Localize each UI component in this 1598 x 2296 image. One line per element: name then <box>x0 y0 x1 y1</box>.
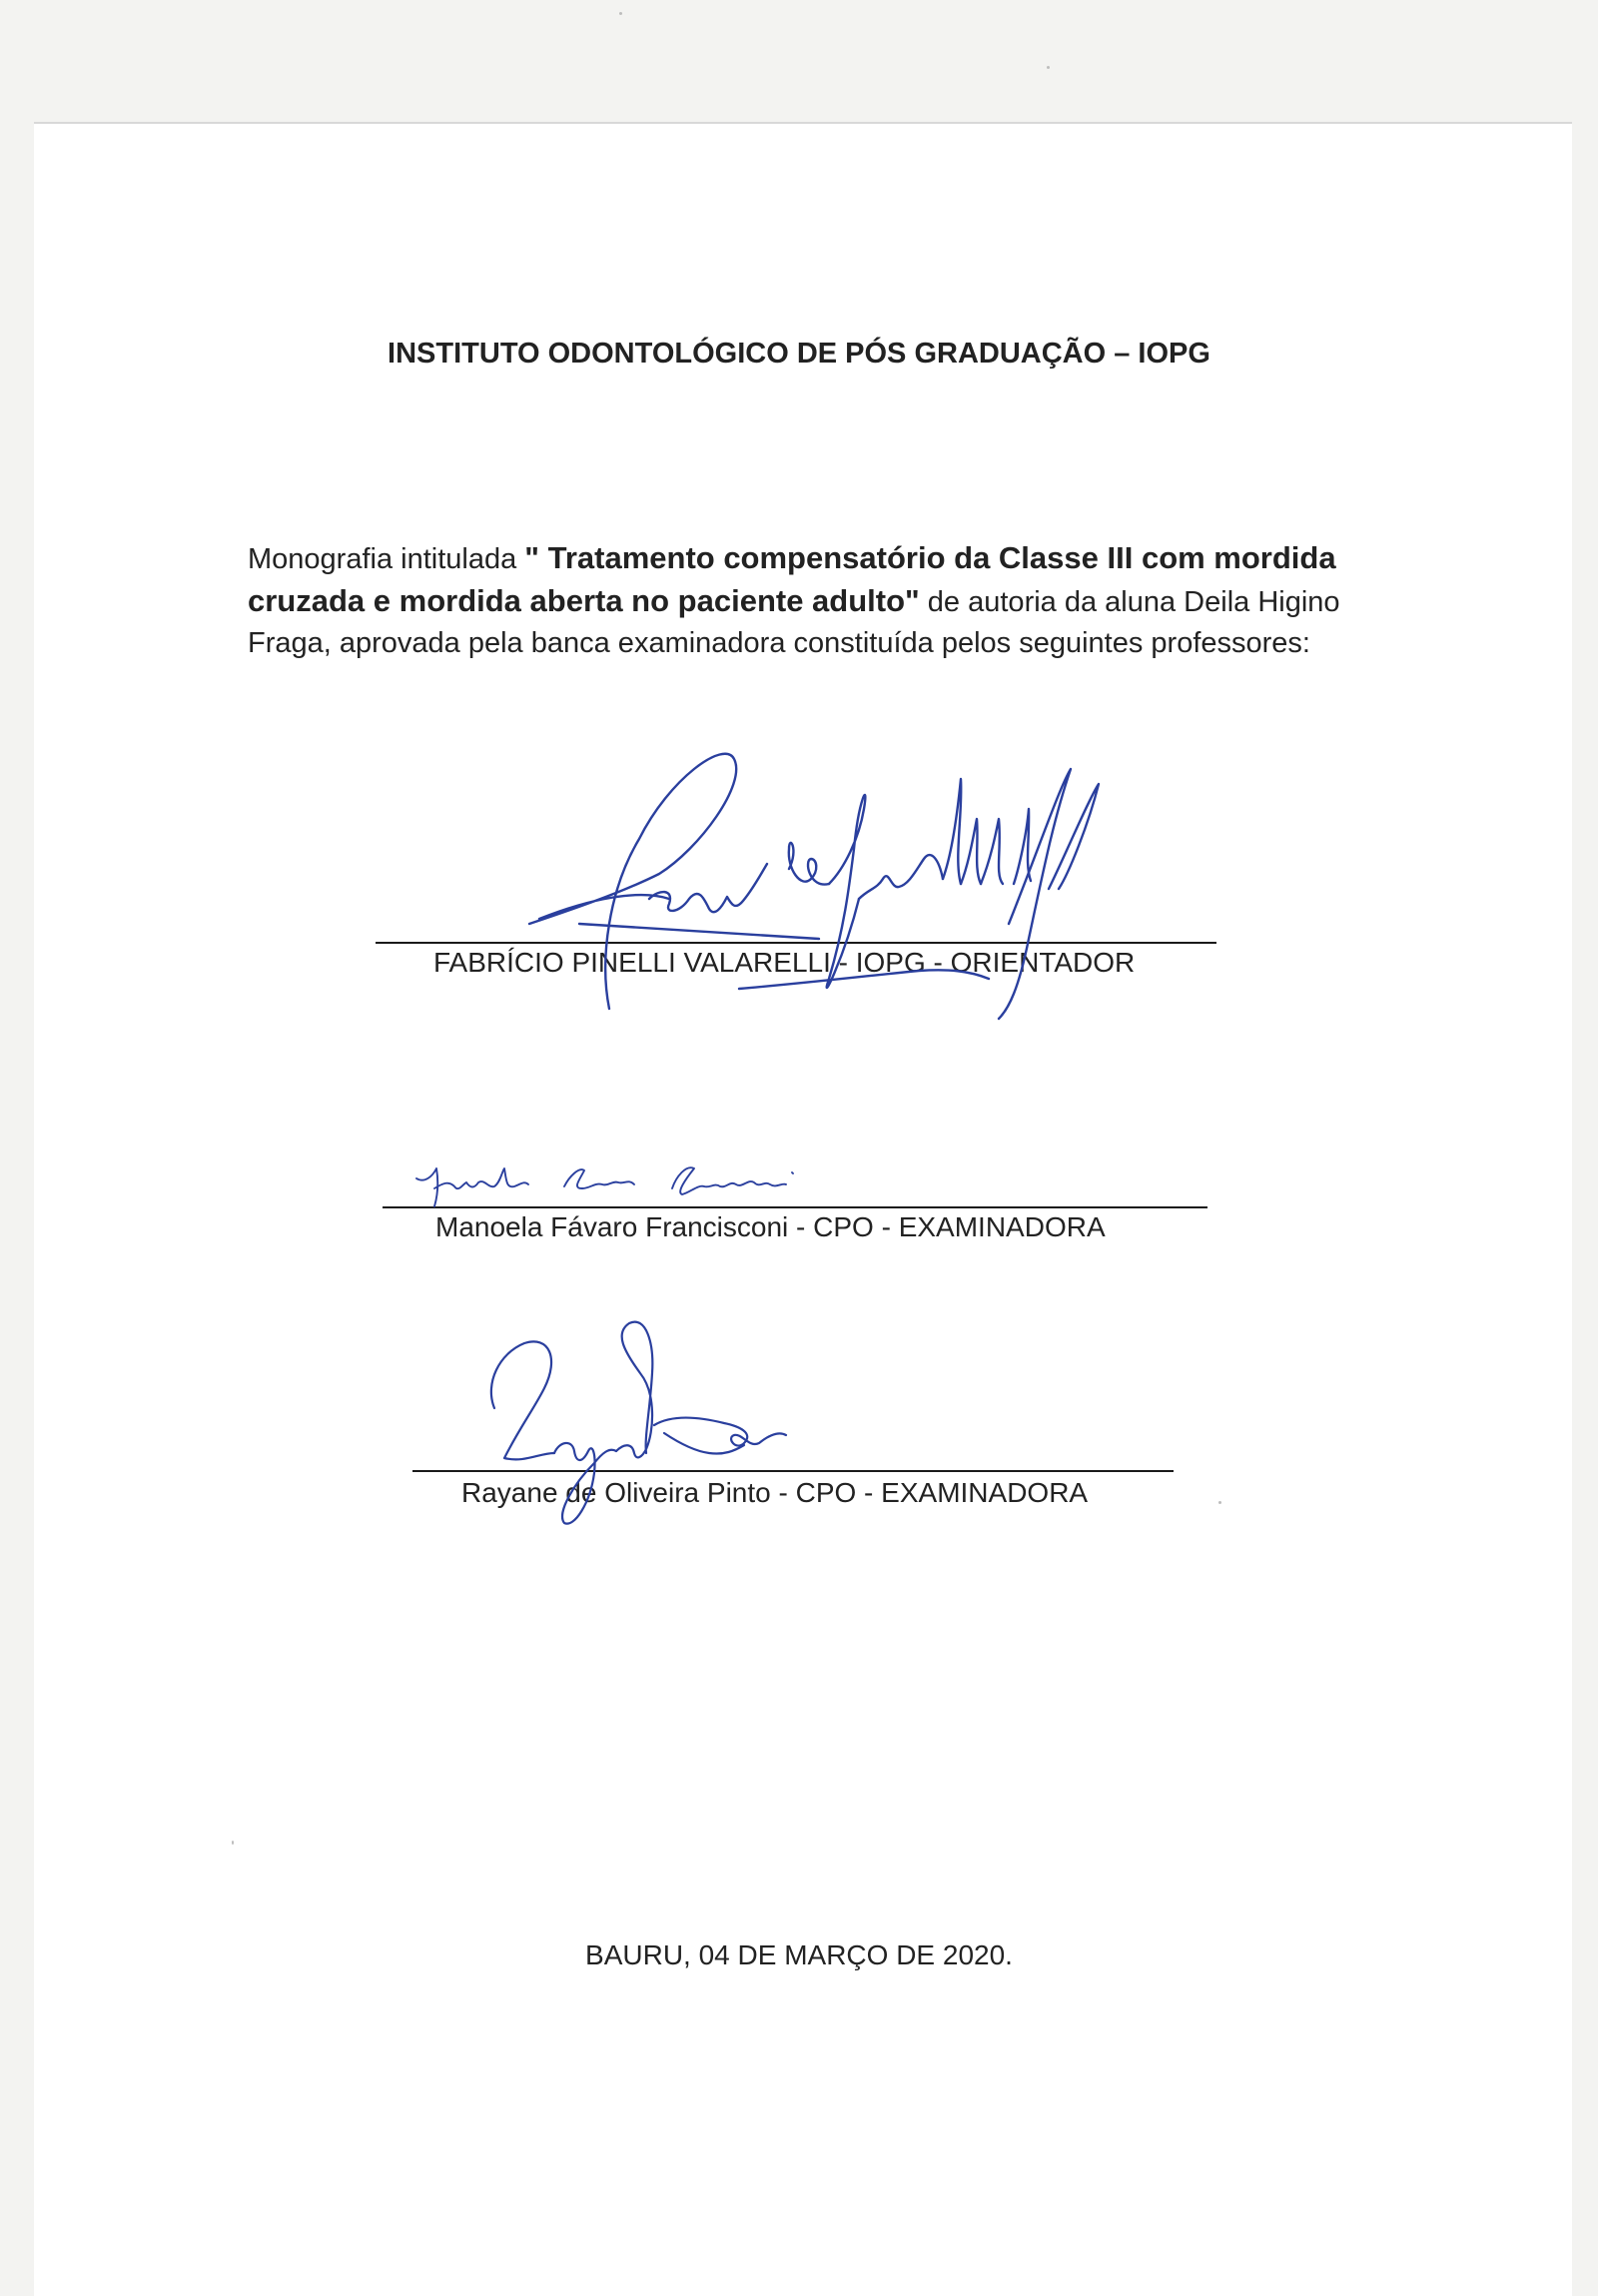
scan-speck <box>1218 1501 1221 1504</box>
scan-speck <box>619 12 622 15</box>
monograph-title: " Tratamento compensatório da Classe III com mordida cruzada e mordida aberta no paciente adulto" <box>248 540 1336 618</box>
scan-speck <box>232 1841 234 1845</box>
statement-intro: Monografia intitulada <box>248 543 525 575</box>
signature-examinadora-2 <box>464 1313 824 1543</box>
signature-examinadora-1 <box>414 1158 874 1228</box>
signature-orientador <box>499 739 1198 1039</box>
approval-statement <box>248 537 1366 664</box>
institution-heading: INSTITUTO ODONTOLÓGICO DE PÓS GRADUAÇÃO – IOPG <box>388 338 1210 370</box>
signatory-label-orientador: FABRÍCIO PINELLI VALARELLI - IOPG - ORIENTADOR <box>433 947 1136 978</box>
signatory-label-examinadora-2: Rayane de Oliveira Pinto - CPO - EXAMINADORA <box>461 1477 1089 1508</box>
signatory-label-examinadora-1: Manoela Fávaro Francisconi - CPO - EXAMINADORA <box>435 1211 1106 1242</box>
statement-rest: de autoria da aluna Deila Higino Fraga, aprovada pela banca examinadora constituída pelos seguintes professores: <box>248 586 1340 659</box>
document-date: BAURU, 04 DE MARÇO DE 2020. <box>585 1939 1013 1970</box>
scan-speck <box>1047 66 1050 69</box>
